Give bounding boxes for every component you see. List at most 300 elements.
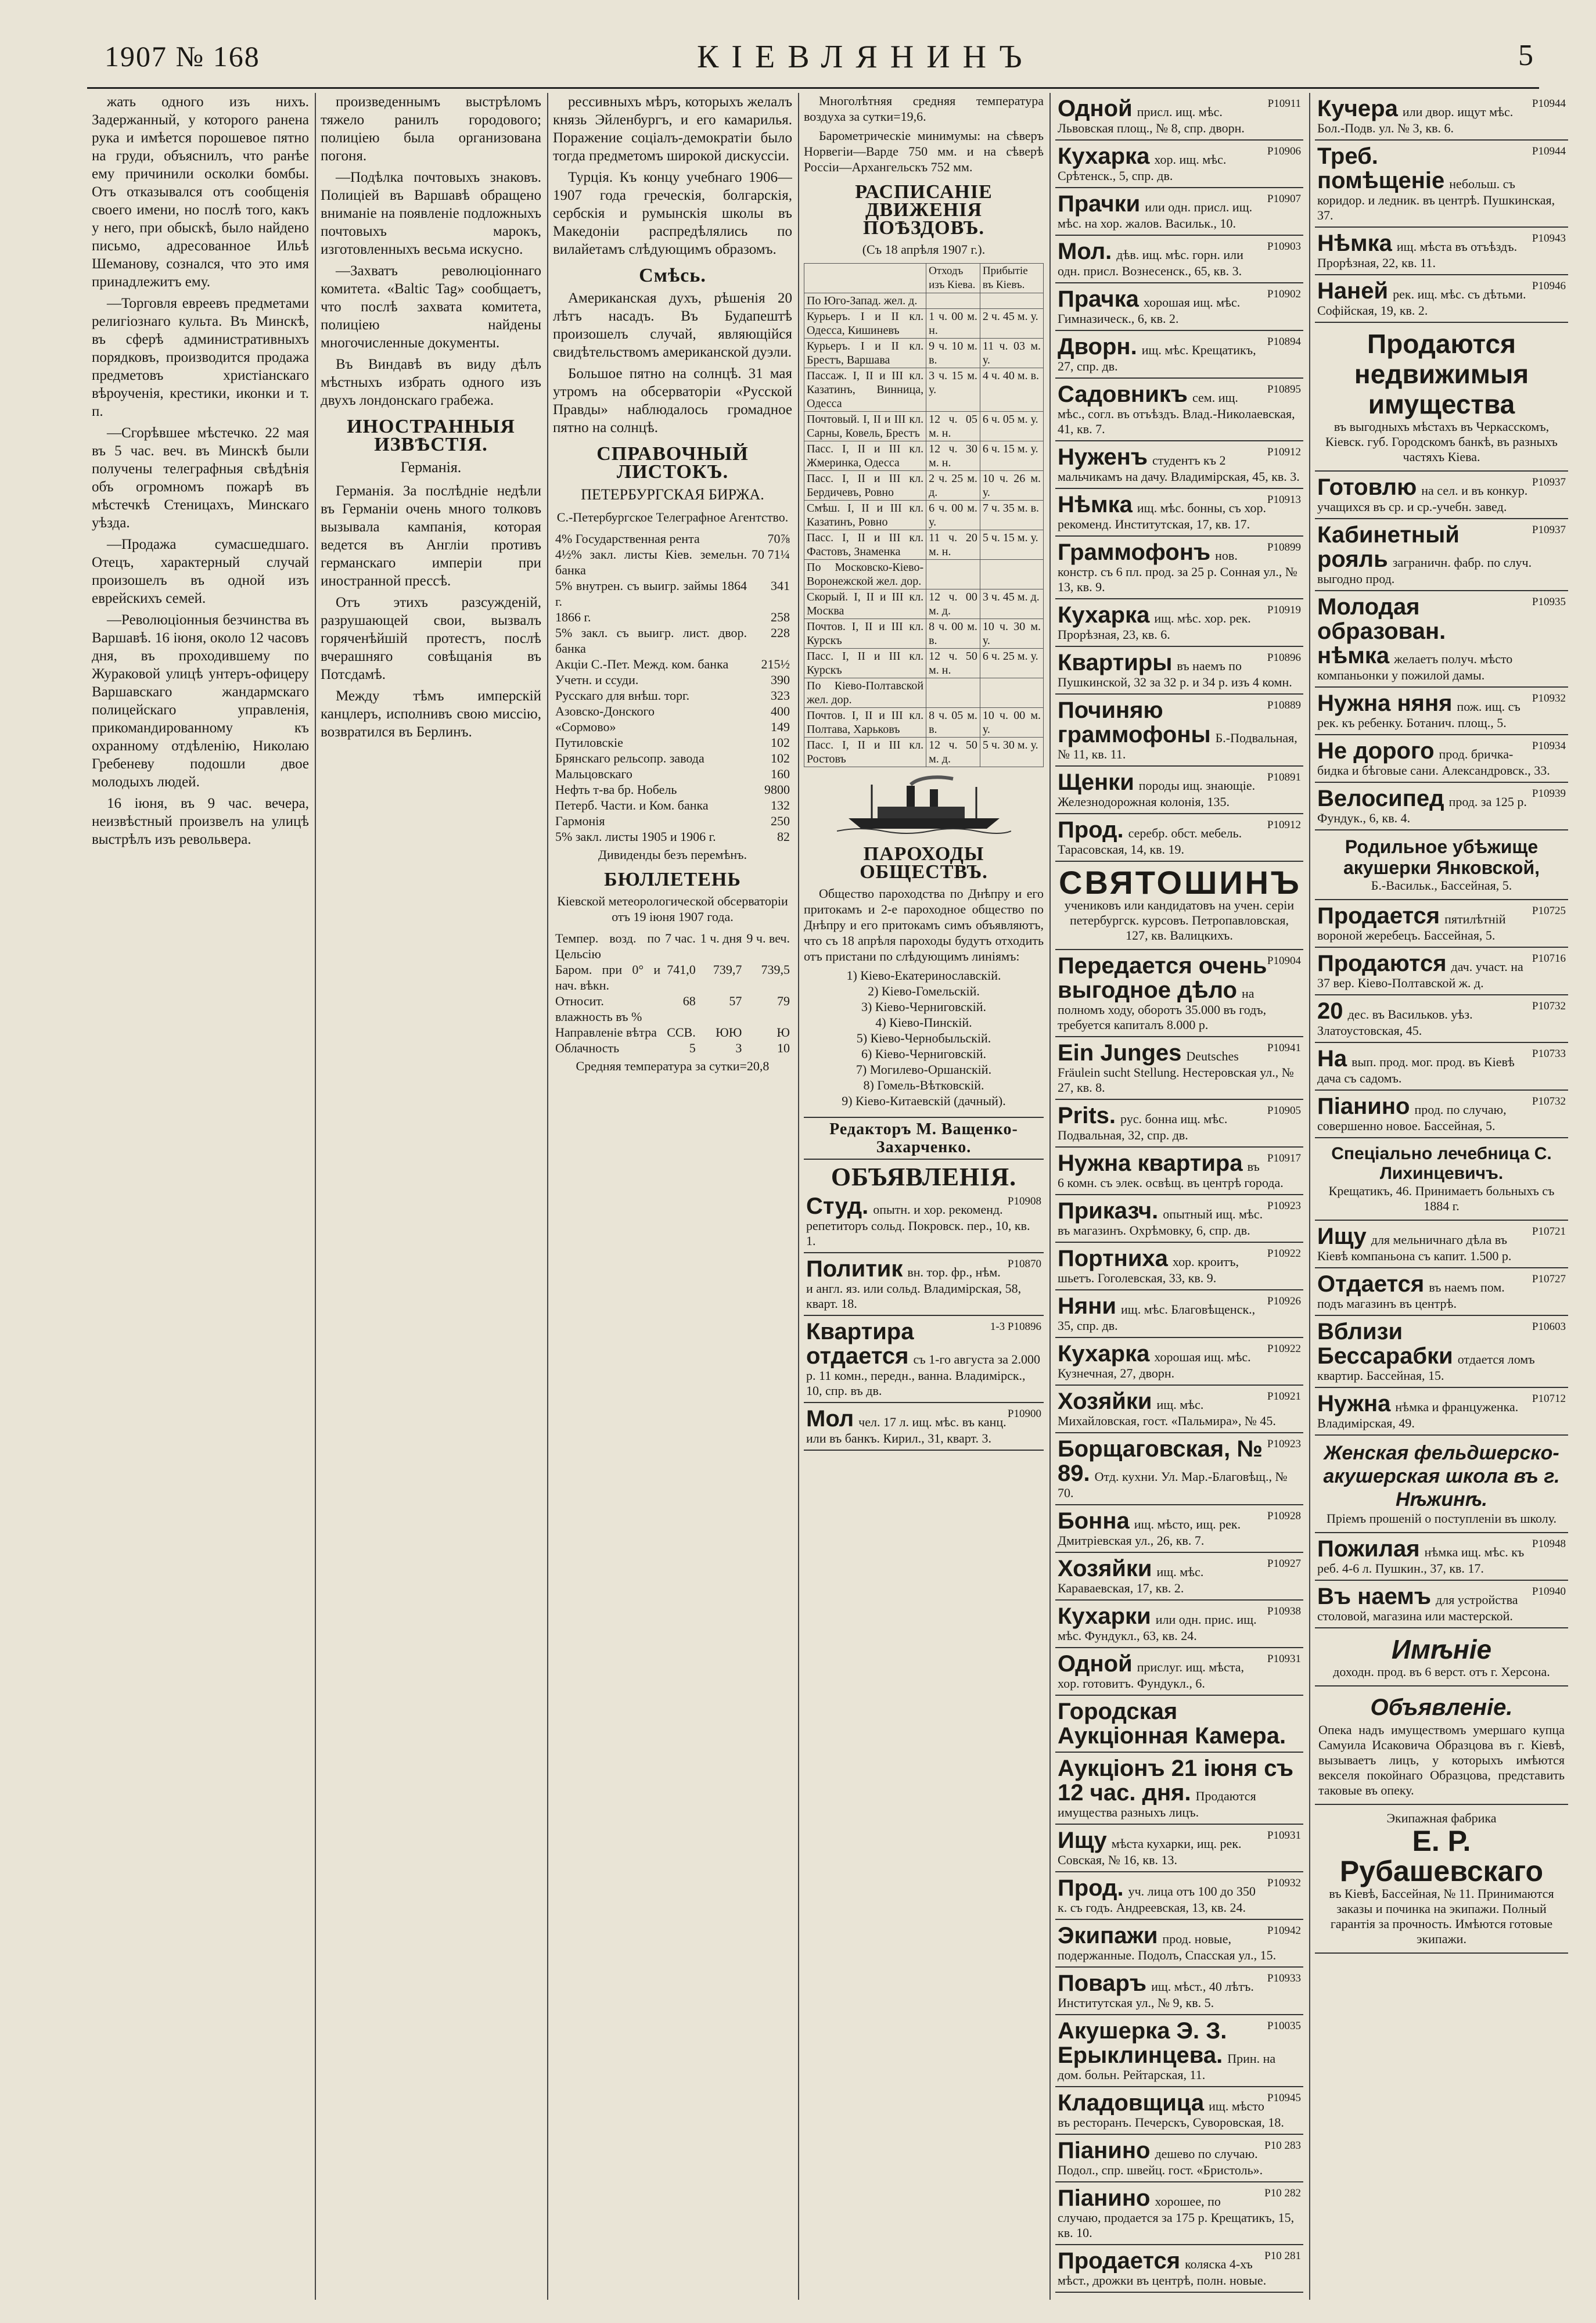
agency-line: С.-Петербургское Телеграфное Агентство. bbox=[556, 510, 789, 524]
ad-keyword: Политик bbox=[806, 1256, 903, 1282]
ad-reference: Р10935 bbox=[1532, 596, 1566, 608]
classified-ad bbox=[1055, 695, 1303, 767]
ad-text: нѣмка ищ. мѣс. къ реб. 4-6 л. Пушкин., 37, кв. 17. bbox=[1317, 1545, 1525, 1576]
ad-text: на полномъ ходу, оборотъ 35.000 въ годъ, требуется капиталъ 8.000 р. bbox=[1058, 986, 1267, 1032]
ad-text: дѣв. ищ. мѣс. горн. или одн. присл. Вознесенск., 65, кв. 3. bbox=[1058, 247, 1243, 278]
ad-reference: Р10939 bbox=[1532, 787, 1566, 800]
classified-ad bbox=[1055, 2245, 1303, 2293]
ad-reference: Р10900 bbox=[1007, 1408, 1041, 1420]
stock-value: 82 bbox=[777, 829, 790, 844]
classified-ad bbox=[1055, 1696, 1303, 1753]
stock-name: Акціи С.-Пет. Межд. ком. банка bbox=[555, 657, 729, 671]
timetable-cell bbox=[926, 678, 980, 708]
timetable-row bbox=[804, 708, 1044, 738]
timetable-cell: 10 ч. 30 м. у. bbox=[980, 619, 1043, 649]
classified-ad bbox=[1055, 1553, 1303, 1601]
ad-keyword: Не дорого bbox=[1317, 738, 1435, 764]
ad-keyword: Городская Аукціонная Камера. bbox=[1058, 1699, 1286, 1749]
ad-text: для мельничнаго дѣла въ Кіевѣ компаньона съ капит. 1.500 р. bbox=[1317, 1232, 1512, 1263]
ad-keyword: Готовлю bbox=[1317, 474, 1417, 500]
ad-text: или двор. ищут мѣс. Бол.-Подв. ул. № 3, кв. 6. bbox=[1317, 105, 1514, 135]
stock-name: Учетн. и ссуди. bbox=[555, 673, 639, 687]
article-paragraph: Американская духъ, рѣшенія 20 лѣтъ насадъ. Въ Будапештѣ произошелъ случай, являющійся свидѣтельствомъ американской дуэли. bbox=[553, 290, 792, 360]
ad-text: хор. кроитъ, шьетъ. Гоголевская, 33, кв. 9. bbox=[1058, 1254, 1239, 1285]
ad-reference: Р10712 bbox=[1532, 1393, 1566, 1405]
ad-keyword: Продается bbox=[1058, 2248, 1181, 2274]
weather-value: 739,5 bbox=[761, 962, 790, 977]
weather-row bbox=[553, 1024, 792, 1040]
ad-reference: Р10926 bbox=[1267, 1295, 1301, 1307]
stock-name: 5% внутрен. съ выигр. займы 1864 г. bbox=[555, 578, 747, 609]
classified-ad bbox=[1315, 275, 1568, 323]
stock-name: Брянскаго рельсопр. завода bbox=[555, 751, 704, 765]
article-paragraph: —Захватъ революціоннаго комитета. «Baltic Tag» сообщаетъ, что послѣ захвата комитета, полиціею найдены многочисленные документы. bbox=[321, 263, 541, 351]
newspaper-title: КІЕВЛЯНИНЪ bbox=[697, 39, 1035, 75]
classified-ad bbox=[1055, 1195, 1303, 1243]
ad-keyword: Прод. bbox=[1058, 817, 1124, 843]
stock-row bbox=[553, 719, 792, 735]
ad-keyword: Нѣмка bbox=[1317, 231, 1392, 256]
article-paragraph: —Революціонныя безчинства въ Варшавѣ. 16 іюня, около 12 часовъ дня, въ проходившему по Жураковой улицѣ унтеръ-офицеру Варшавскаго жандармскаго полицейскаго управленія, прикомандированному къ охранному отдѣленію, Николаю Гребеневу подошли двое молодыхъ людей. bbox=[92, 612, 309, 790]
timetable-row bbox=[804, 471, 1044, 501]
timetable-cell: Пасс. I, II и III кл. Фастовъ, Знаменка bbox=[804, 530, 926, 560]
article-paragraph: Турція. Къ концу учебнаго 1906—1907 года греческія, болгарскія, сербскія и румынскія школы въ Македоніи распредѣлялись по вилайетамъ слѣдующимъ образомъ. bbox=[553, 170, 792, 257]
ad-keyword: Студ. bbox=[806, 1193, 869, 1219]
timetable-row bbox=[804, 649, 1044, 678]
classified-ad bbox=[1055, 537, 1303, 599]
stock-value: 9800 bbox=[764, 782, 790, 797]
editor-line: Редакторъ М. Ващенко-Захарченко. bbox=[804, 1117, 1044, 1160]
ad-keyword: Въ наемъ bbox=[1317, 1584, 1432, 1609]
ad-keyword: Нѣмка bbox=[1058, 492, 1133, 517]
ad-reference: Р10912 bbox=[1267, 819, 1301, 831]
ad-reference: Р10 282 bbox=[1264, 2187, 1301, 2199]
ad-keyword: Дворн. bbox=[1058, 334, 1137, 359]
article-paragraph: —Продажа сумасшедшаго. Отецъ, характерный случай произошелъ въ одной изъ еврейскихъ семей. bbox=[92, 537, 309, 606]
timetable-cell: Почтовый. I, II и III кл. Сарны, Ковель, Брестъ bbox=[804, 412, 926, 441]
stock-name: Петерб. Части. и Ком. банка bbox=[555, 798, 709, 812]
ad-text: прислуг. ищ. мѣста, хор. готовитъ. Фундукл., 6. bbox=[1058, 1660, 1245, 1691]
weather-value: 9 ч. веч. bbox=[746, 931, 790, 945]
stock-value: 160 bbox=[771, 767, 790, 781]
stock-name: Мальцовскаго bbox=[555, 767, 632, 781]
stock-row bbox=[553, 672, 792, 688]
timetable-cell: 6 ч. 05 м. у. bbox=[980, 412, 1043, 441]
timetable-cell: Пасс. I, II и III кл. Курскъ bbox=[804, 649, 926, 678]
column-rule bbox=[315, 93, 316, 2300]
timetable-row bbox=[804, 738, 1044, 767]
ad-text: для устройства столовой, магазина или мастерской. bbox=[1317, 1592, 1518, 1623]
ads-list bbox=[1315, 93, 1568, 323]
weather-label: Направленіе вѣтра bbox=[555, 1025, 657, 1040]
ad-keyword: Квартира отдается bbox=[806, 1319, 914, 1369]
clinic-title: Спеціально лечебница С. Лихинцевичъ. bbox=[1331, 1144, 1552, 1183]
school-title: Женская фельдшерско-акушерская школа въ г. Нѣжинѣ. bbox=[1323, 1442, 1560, 1511]
classified-ad bbox=[1055, 1648, 1303, 1696]
classified-ad bbox=[1055, 1100, 1303, 1148]
steamship-line: 9) Кіево-Китаевскій (дачный). bbox=[842, 1094, 1006, 1108]
timetable-row bbox=[804, 589, 1044, 619]
ad-reference: Р10899 bbox=[1267, 541, 1301, 553]
steamship-line: 5) Кіево-Чернобыльскій. bbox=[856, 1031, 991, 1045]
timetable-row bbox=[804, 368, 1044, 412]
svyatoshin-title: СВЯТОШИНЪ bbox=[1059, 864, 1302, 901]
ad-text: опытный ищ. мѣс. въ магазинъ. Охрѣмовку, 6, спр. дв. bbox=[1058, 1207, 1263, 1238]
weather-value: 741,0 bbox=[667, 962, 696, 977]
steamship-line: 8) Гомель-Вѣтковскій. bbox=[863, 1078, 984, 1092]
classified-ad bbox=[1055, 950, 1303, 1037]
train-timetable bbox=[804, 263, 1044, 767]
stock-name: «Сормово» bbox=[555, 720, 616, 734]
ad-text: рус. бонна ищ. мѣс. Подвальная, 32, спр. дв. bbox=[1058, 1112, 1228, 1142]
ad-keyword: Борщаговская, № 89. bbox=[1058, 1436, 1263, 1486]
classified-ad bbox=[1055, 2015, 1303, 2087]
ad-text: студентъ къ 2 мальчикамъ на дачу. Владимірская, 45, кв. 3. bbox=[1058, 453, 1300, 484]
carriage-factory-pre: Экипажная фабрика bbox=[1386, 1811, 1497, 1825]
ad-reference: Р10889 bbox=[1267, 699, 1301, 711]
classified-ad bbox=[1315, 1043, 1568, 1091]
ad-reference: Р10907 bbox=[1267, 193, 1301, 205]
classified-ad bbox=[1315, 783, 1568, 830]
ad-reference: Р10603 bbox=[1532, 1321, 1566, 1333]
ad-reference: Р10919 bbox=[1267, 604, 1301, 616]
ad-reference: Р10725 bbox=[1532, 905, 1566, 917]
stock-value: 70 71¼ bbox=[752, 547, 790, 562]
maternity-ad bbox=[1315, 830, 1568, 900]
ad-text: Отд. кухни. Ул. Мар.-Благовѣщ., № 70. bbox=[1058, 1469, 1288, 1500]
timetable-cell: 12 ч. 50 м. н. bbox=[926, 649, 980, 678]
ad-keyword: Піанино bbox=[1058, 2138, 1151, 2163]
article-paragraph: жать одного изъ нихъ. Задержанный, у которого ранена рука и имѣется порошевое пятно на груди, объяснилъ, что ранѣе ему причинили осколки бомбы. Отъ отказывался отъ сообщенія своего имени, но послѣ того, какъ у него, при обыскѣ, было найдено письмо, адресованное Ильѣ Шеманову, сознался, что это имя принадлежитъ ему. bbox=[92, 94, 309, 290]
carriage-factory-text: въ Кіевѣ, Бассейная, № 11. Принимаются заказы и починка на экипажи. Полный гарантія за прочность. Имѣются готовые экипажи. bbox=[1329, 1886, 1554, 1946]
ad-reference: Р10942 bbox=[1267, 1925, 1301, 1937]
ad-text: въ наемъ по Пушкинской, 32 за 32 р. и 34 р. изъ 4 комн. bbox=[1058, 659, 1292, 689]
ad-text: или одн. присл. ищ. мѣс. на хор. жалов. Васильк., 10. bbox=[1058, 200, 1253, 231]
estate-text: доходн. прод. въ 6 верст. отъ г. Херсона. bbox=[1333, 1664, 1550, 1679]
ad-text: нов. констр. съ 6 пл. прод. за 25 р. Сонная ул., № 13, кв. 9. bbox=[1058, 548, 1297, 594]
classified-ad bbox=[1315, 1221, 1568, 1268]
classified-ad bbox=[1315, 1316, 1568, 1388]
ad-text: хорошее, по случаю, продается за 175 р. Крещатикъ, 15, кв. 10. bbox=[1058, 2194, 1295, 2240]
classified-ad bbox=[1315, 472, 1568, 519]
stock-value: 390 bbox=[771, 673, 790, 687]
ad-keyword: Наней bbox=[1317, 278, 1389, 304]
classified-ad bbox=[1315, 591, 1568, 688]
weather-value: 57 bbox=[729, 994, 742, 1008]
ad-keyword: Передается очень выгодное дѣло bbox=[1058, 953, 1267, 1003]
issue-number: 1907 № 168 bbox=[105, 40, 260, 73]
classified-ad bbox=[1055, 141, 1303, 188]
timetable-cell: Смѣш. I, II и III кл. Казатинъ, Ровно bbox=[804, 501, 926, 530]
ad-text: небольш. съ коридор. и ледник. въ центрѣ. Пушкинская, 37. bbox=[1317, 177, 1555, 222]
stock-row bbox=[553, 546, 792, 578]
article-paragraph: Многолѣтняя средняя температура воздуха за сутки=19,6. bbox=[804, 94, 1044, 124]
ad-keyword: Prits. bbox=[1058, 1103, 1116, 1128]
section-heading-spravochny: СПРАВОЧНЫЙ ЛИСТОКЪ. bbox=[596, 443, 749, 483]
timetable-cell: 5 ч. 15 м. у. bbox=[980, 530, 1043, 560]
steamship-line: 1) Кіево-Екатеринославскій. bbox=[846, 968, 1001, 983]
ad-keyword: Аукціонъ 21 іюня съ 12 час. дня. bbox=[1058, 1756, 1294, 1806]
article-paragraph: Между тѣмъ имперскій канцлеръ, исполнивъ свою миссію, возвратился въ Берлинъ. bbox=[321, 688, 541, 740]
ad-reference: Р10 281 bbox=[1264, 2250, 1301, 2262]
weather-value: 10 bbox=[777, 1041, 790, 1055]
ad-reference: Р10931 bbox=[1267, 1653, 1301, 1665]
estate-title: Имѣніе bbox=[1391, 1634, 1492, 1664]
stock-value: 132 bbox=[771, 798, 790, 812]
ad-keyword: Хозяйки bbox=[1058, 1556, 1152, 1581]
school-ad bbox=[1315, 1436, 1568, 1533]
carriage-factory-ad bbox=[1315, 1805, 1568, 1954]
country-heading: Германія. bbox=[400, 459, 462, 476]
ad-reference: Р10911 bbox=[1267, 98, 1301, 110]
ad-reference: Р10906 bbox=[1267, 145, 1301, 157]
ad-keyword: Акушерка Э. З. Ерыклинцева. bbox=[1058, 2018, 1227, 2068]
timetable-cell: 3 ч. 45 м. д. bbox=[980, 589, 1043, 619]
timetable-subheading: (Съ 18 апрѣля 1907 г.). bbox=[862, 242, 986, 257]
weather-value: 3 bbox=[735, 1041, 742, 1055]
ad-text: ищ. мѣс. Крещатикъ, 27, спр. дв. bbox=[1058, 343, 1256, 373]
ad-keyword: Прачки bbox=[1058, 191, 1141, 217]
ad-reference: 1-3 Р10896 bbox=[990, 1321, 1041, 1333]
ad-keyword: На bbox=[1317, 1046, 1347, 1071]
article-paragraph: Въ Виндавѣ въ виду дѣлъ мѣстныхъ избрать одного изъ двухъ лондонскаго грабежа. bbox=[321, 357, 541, 408]
ad-reference: Р10922 bbox=[1267, 1247, 1301, 1260]
timetable-row bbox=[804, 530, 1044, 560]
stock-value: 400 bbox=[771, 704, 790, 718]
ad-reference: Р10921 bbox=[1267, 1390, 1301, 1403]
classified-ad bbox=[1315, 228, 1568, 275]
stock-name: Гармонія bbox=[555, 814, 605, 828]
classified-ad bbox=[1055, 1968, 1303, 2015]
ads-list bbox=[1055, 950, 1303, 2293]
ad-reference: Р10944 bbox=[1532, 145, 1566, 157]
ad-text: чел. 17 л. ищ. мѣс. въ канц. или въ банкъ. Кирил., 31, кварт. 3. bbox=[806, 1415, 1007, 1445]
ad-reference: Р10938 bbox=[1267, 1605, 1301, 1617]
ad-text: ищ. мѣсто, ищ. рек. Дмитріевская ул., 26, кв. 7. bbox=[1058, 1517, 1241, 1548]
weather-label: Баром. при 0° и нач. вѣкн. bbox=[555, 962, 661, 993]
timetable-row bbox=[804, 412, 1044, 441]
classified-ad bbox=[1055, 1433, 1303, 1505]
stock-row bbox=[553, 829, 792, 844]
stock-value: 341 bbox=[771, 578, 790, 593]
ad-keyword: Нуженъ bbox=[1058, 444, 1148, 470]
classified-ad bbox=[1055, 1243, 1303, 1290]
stock-value: 149 bbox=[771, 720, 790, 734]
weather-label: Темпер. возд. по Цельсію bbox=[555, 931, 661, 961]
ad-keyword: Пожилая bbox=[1317, 1536, 1420, 1562]
timetable-cell: 3 ч. 15 м. у. bbox=[926, 368, 980, 412]
classified-ad bbox=[1055, 767, 1303, 814]
ad-keyword: Ищу bbox=[1058, 1828, 1107, 1853]
classified-ad bbox=[1055, 1290, 1303, 1338]
classified-ad bbox=[1055, 236, 1303, 283]
clinic-text: Крещатикъ, 46. Принимаетъ больныхъ съ 1884 г. bbox=[1328, 1184, 1555, 1213]
ad-reference: Р10927 bbox=[1267, 1558, 1301, 1570]
article-paragraph: 16 іюня, въ 9 час. вечера, неизвѣстный произвелъ на улицѣ выстрѣлъ изъ револьвера. bbox=[92, 796, 309, 847]
ad-keyword: Нужна няня bbox=[1317, 691, 1453, 716]
weather-value: Ю bbox=[777, 1025, 790, 1040]
ad-text: ищ. мѣсто въ ресторанъ. Печерскъ, Суворовская, 18. bbox=[1058, 2099, 1284, 2130]
svyatoshin-ad bbox=[1055, 862, 1303, 950]
ad-text: прод. новые, подержанные. Подолъ, Спасская ул., 15. bbox=[1058, 1932, 1277, 1962]
weather-label: Относит. влажность въ % bbox=[555, 994, 642, 1024]
stock-name: Русскаго для внѣш. торг. bbox=[555, 688, 690, 703]
ad-text: на сел. и въ конкур. учащихся въ ср. и ср.-учебн. завед. bbox=[1317, 483, 1528, 514]
ad-reference: Р10922 bbox=[1267, 1343, 1301, 1355]
classified-ad bbox=[1055, 2135, 1303, 2182]
stock-name: 4½% закл. листы Кіев. земельн. банка bbox=[555, 547, 747, 577]
timetable-cell: 11 ч. 20 м. н. bbox=[926, 530, 980, 560]
timetable-row bbox=[804, 560, 1044, 589]
stock-row bbox=[553, 703, 792, 719]
ad-reference: Р10904 bbox=[1267, 955, 1301, 967]
stock-value: 323 bbox=[771, 688, 790, 703]
ad-text: ищ. мѣста въ отъѣздъ. Прорѣзная, 22, кв. 11. bbox=[1317, 239, 1518, 270]
ad-reference: Р10933 bbox=[1267, 1972, 1301, 1984]
ad-text: отдается ломъ квартир. Бассейная, 15. bbox=[1317, 1352, 1535, 1383]
ad-keyword: Квартиры bbox=[1058, 650, 1173, 675]
weather-value: 7 час. bbox=[665, 931, 696, 945]
ad-keyword: Ищу bbox=[1317, 1224, 1367, 1249]
timetable-col-header: Отходъ изъ Кіева. bbox=[926, 264, 980, 293]
weather-row bbox=[553, 930, 792, 962]
timetable-cell: Курьеръ. I и II кл. Одесса, Кишиневъ bbox=[804, 309, 926, 339]
stock-row bbox=[553, 578, 792, 609]
timetable-cell: 1 ч. 00 м. н. bbox=[926, 309, 980, 339]
ad-keyword: Нужна bbox=[1317, 1391, 1391, 1416]
article-paragraph: —Подѣлка почтовыхъ знаковъ. Полиціей въ Варшавѣ обращено вниманіе на появленіе подложныхъ почтовыхъ марокъ, изготовленныхъ весьма искусно. bbox=[321, 170, 541, 257]
article-paragraph: Барометрическіе минимумы: на сѣверъ Норвегіи—Варде 750 мм. и на сѣверѣ Россіи—Архангельскъ 752 мм. bbox=[804, 128, 1044, 174]
carriage-factory-title: Е. Р. Рубашевскаго bbox=[1339, 1825, 1544, 1887]
stock-row bbox=[553, 625, 792, 656]
ad-reference: Р10937 bbox=[1532, 476, 1566, 488]
timetable-cell: Пассаж. I, II и III кл. Казатинъ, Винница, Одесса bbox=[804, 368, 926, 412]
timetable-row bbox=[804, 619, 1044, 649]
timetable-cell: По Кіево-Полтавской жел. дор. bbox=[804, 678, 926, 708]
timetable-cell: 10 ч. 00 м. у. bbox=[980, 708, 1043, 738]
ad-reference: Р10940 bbox=[1532, 1585, 1566, 1598]
classified-ad bbox=[1315, 1268, 1568, 1316]
ads-list bbox=[1055, 93, 1303, 862]
ad-text: нѣмка и француженка. Владимірская, 49. bbox=[1317, 1400, 1519, 1430]
ad-reference: Р10732 bbox=[1532, 1095, 1566, 1107]
column-rule bbox=[1049, 93, 1051, 2300]
classified-ad bbox=[1055, 2182, 1303, 2245]
ad-reference: Р10948 bbox=[1532, 1538, 1566, 1550]
ad-text: дес. въ Васильков. уѣз. Златоустовская, 45. bbox=[1317, 1007, 1473, 1038]
classified-ad bbox=[1315, 1388, 1568, 1436]
ad-text: вн. тор. фр., нѣм. и англ. яз. или сольд. Владимірская, 58, кварт. 18. bbox=[806, 1265, 1022, 1311]
weather-value: 79 bbox=[777, 994, 790, 1008]
stock-row bbox=[553, 797, 792, 813]
clinic-ad bbox=[1315, 1138, 1568, 1221]
article-paragraph: —Торговля евреевъ предметами религіознаго культа. Въ Минскѣ, въ сферѣ административныхъ порядковъ, производится продажа предметовъ христіанскаго вѣроученія, крестики, иконки и т. п. bbox=[92, 296, 309, 419]
classified-ad bbox=[1055, 647, 1303, 695]
ad-keyword: Приказч. bbox=[1058, 1198, 1159, 1224]
ad-keyword: Піанино bbox=[1317, 1094, 1410, 1119]
timetable-cell: 8 ч. 05 м. в. bbox=[926, 708, 980, 738]
ad-reference: Р10931 bbox=[1267, 1829, 1301, 1842]
column-6 bbox=[1315, 93, 1568, 2300]
stock-value: 258 bbox=[771, 610, 790, 624]
ad-keyword: Кучера bbox=[1317, 96, 1398, 121]
ad-reference: Р10716 bbox=[1532, 952, 1566, 965]
steamship-line: 4) Кіево-Пинскій. bbox=[875, 1015, 972, 1030]
ad-text: дач. участ. на 37 вер. Кіево-Полтавской ж. д. bbox=[1317, 959, 1523, 990]
ad-text: ищ. мѣс. хор. рек. Прорѣзная, 23, кв. 6. bbox=[1058, 611, 1251, 642]
weather-row bbox=[553, 993, 792, 1024]
ad-text: Продаются имущества разныхъ лицъ. bbox=[1058, 1789, 1256, 1819]
ad-reference: Р10903 bbox=[1267, 240, 1301, 253]
ad-text: рек. ищ. мѣс. съ дѣтьми. Софійская, 19, кв. 2. bbox=[1317, 287, 1526, 318]
classified-ad bbox=[804, 1253, 1044, 1316]
real-estate-ad bbox=[1315, 323, 1568, 472]
ad-reference: Р10917 bbox=[1267, 1152, 1301, 1164]
timetable-cell: 11 ч. 03 м. у. bbox=[980, 339, 1043, 368]
classified-ad bbox=[1315, 93, 1568, 141]
ad-keyword: Прод. bbox=[1058, 1875, 1124, 1901]
ad-reference: Р10 283 bbox=[1264, 2139, 1301, 2152]
timetable-cell: 5 ч. 30 м. у. bbox=[980, 738, 1043, 767]
timetable-heading: РАСПИСАНІЕ ДВИЖЕНІЯ ПОѢЗДОВЪ. bbox=[855, 181, 993, 239]
classified-ad bbox=[804, 1316, 1044, 1403]
steamship-line: 2) Кіево-Гомельскій. bbox=[868, 984, 980, 998]
ads-list bbox=[1315, 472, 1568, 830]
ad-text: Прин. на дом. больн. Рейтарская, 11. bbox=[1058, 2051, 1276, 2082]
ad-keyword: Поваръ bbox=[1058, 1970, 1147, 1996]
ad-keyword: 20 bbox=[1317, 998, 1343, 1024]
ad-text: Deutsches Fräulein sucht Stellung. Нестеровская ул., № 27, кв. 8. bbox=[1058, 1049, 1294, 1095]
ad-keyword: Кабинетный рояль bbox=[1317, 522, 1460, 572]
ad-text: коляска 4-хъ мѣст., дрожки въ центрѣ, полн. новые. bbox=[1058, 2257, 1267, 2288]
ad-reference: Р10035 bbox=[1267, 2020, 1301, 2032]
ad-reference: Р10721 bbox=[1532, 1225, 1566, 1238]
ad-text: пятилѣтній вороной жеребецъ. Бассейная, 5. bbox=[1317, 912, 1506, 943]
ad-text: сем. ищ. мѣс., согл. въ отъѣздъ. Влад.-Николаевская, 41, кв. 7. bbox=[1058, 390, 1295, 436]
classified-ad bbox=[1055, 1753, 1303, 1825]
ad-text: опытн. и хор. рекоменд. репетиторъ сольд. Покровск. пер., 10, кв. 1. bbox=[806, 1202, 1030, 1248]
timetable-row bbox=[804, 339, 1044, 368]
article-paragraph: произведеннымъ выстрѣломъ тяжело ранилъ городового; полиціею была организована погоня. bbox=[321, 94, 541, 164]
notice-title: Объявленіе. bbox=[1370, 1695, 1513, 1720]
timetable-cell: Пасс. I, II и III кл. Ростовъ bbox=[804, 738, 926, 767]
ad-text: ищ. мѣс. Благовѣщенск., 35, спр. дв. bbox=[1058, 1302, 1256, 1333]
classified-ad bbox=[1315, 995, 1568, 1043]
ad-reference: Р10945 bbox=[1267, 2092, 1301, 2104]
ad-text: прод. бричка-бидка и бѣговые сани. Александровск., 33. bbox=[1317, 747, 1550, 778]
timetable-cell: Скорый. I, II и III кл. Москва bbox=[804, 589, 926, 619]
ad-text: дешево по случаю. Подол., спр. швейц. гост. «Бристоль». bbox=[1058, 2146, 1263, 2177]
ad-reference: Р10727 bbox=[1532, 1273, 1566, 1285]
stock-row bbox=[553, 609, 792, 625]
exchange-heading: ПЕТЕРБУРГСКАЯ БИРЖА. bbox=[581, 486, 764, 503]
timetable-col-header: Прибытіе въ Кіевъ. bbox=[980, 264, 1043, 293]
notice-text: Опека надъ имуществомъ умершаго купца Самуила Исаковича Образцова въ г. Кіевѣ, вызываетъ лицъ, у которыхъ имѣются векселя покойнаго Образцова, представить таковые въ опеку. bbox=[1318, 1723, 1565, 1797]
ad-text: или одн. прис. ищ. мѣс. Фундукл., 63, кв. 24. bbox=[1058, 1612, 1257, 1643]
ad-text: заграничн. фабр. по случ. выгодно прод. bbox=[1317, 555, 1532, 586]
ad-text: ищ. мѣст., 40 лѣтъ. Институтская ул., № 9, кв. 5. bbox=[1058, 1979, 1254, 2010]
stock-row bbox=[553, 782, 792, 797]
classified-ad bbox=[1315, 141, 1568, 228]
classified-ad bbox=[1055, 93, 1303, 141]
timetable-cell: 12 ч. 05 м. н. bbox=[926, 412, 980, 441]
ad-reference: Р10894 bbox=[1267, 336, 1301, 348]
ad-reference: Р10891 bbox=[1267, 771, 1301, 783]
timetable-row bbox=[804, 293, 1044, 309]
ad-reference: Р10908 bbox=[1007, 1195, 1041, 1207]
ad-keyword: Мол bbox=[806, 1406, 854, 1432]
classified-ad bbox=[1055, 2087, 1303, 2135]
